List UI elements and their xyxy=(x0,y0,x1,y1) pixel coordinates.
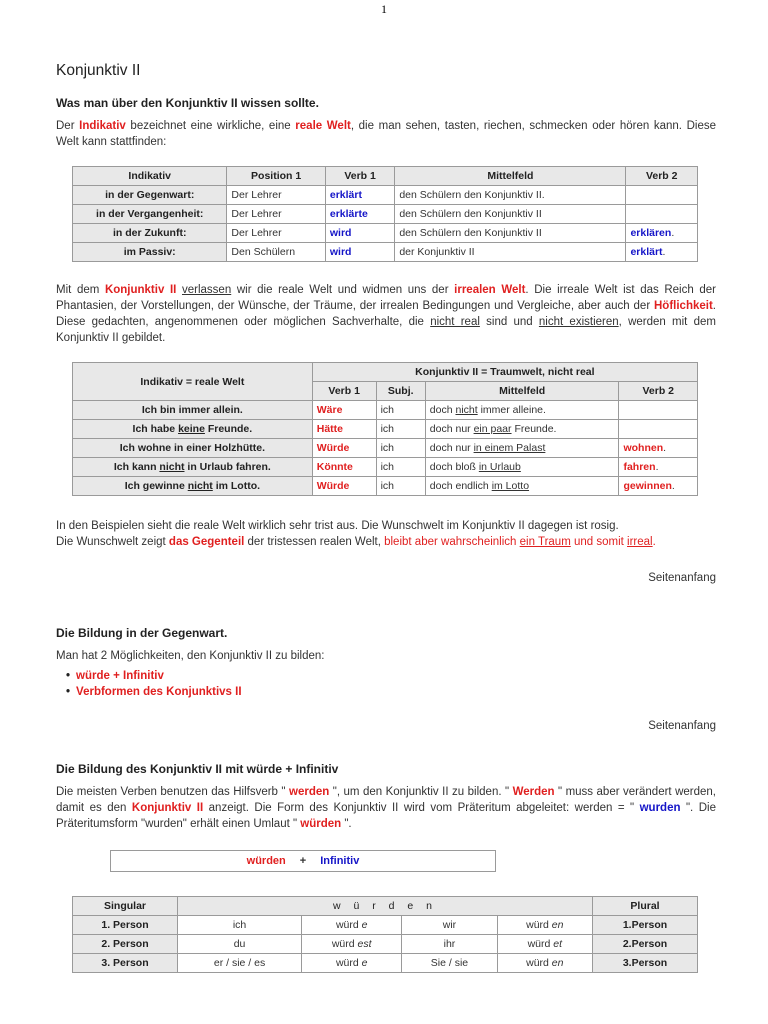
formula-wuerden: würden xyxy=(246,855,286,867)
gegenwart-intro: Man hat 2 Möglichkeiten, den Konjunktiv II zu bilden: xyxy=(56,650,325,662)
wunschwelt-paragraph: In den Beispielen sieht die reale Welt wirklich sehr trist aus. Die Wunschwelt im Konjunktiv II dagegen ist rosig. Die Wunschwelt zeigt das Gegenteil der tristessen realen Welt, bleibt aber wahrscheinlich ein Traum und somit irreal. xyxy=(56,520,656,548)
back-to-top-link[interactable]: Seitenanfang xyxy=(648,720,716,732)
konjunktiv-paragraph: Mit dem Konjunktiv II verlassen wir die reale Welt und widmen uns der irrealen Welt. Die irreale Welt ist das Reich der Phantasien, der Vorstellungen, der Wünsche, der Träume, der irrealen Bedingungen und Vergleiche, aber auch der Höflichkeit. Diese gedachten, angenommenen oder möglichen Sachverhalte, die nicht real sind und nicht existieren, werden mit dem Konjunktiv II gebildet. xyxy=(56,284,716,344)
table-row: Ich gewinne nicht im Lotto. Würde ich doch endlich im Lotto gewinnen. xyxy=(73,477,698,496)
conjugation-table xyxy=(72,896,698,973)
document-content xyxy=(56,62,716,973)
table-header-row: Indikativ Position 1 Verb 1 Mittelfeld Verb 2 xyxy=(73,167,698,186)
list-item[interactable]: • würde + Infinitiv xyxy=(66,668,716,684)
formula-plus: + xyxy=(299,855,307,867)
table-row: Ich kann nicht in Urlaub fahren. Könnte ich doch bloß in Urlaub fahren. xyxy=(73,458,698,477)
formula-infinitiv: Infinitiv xyxy=(320,855,360,867)
table-header-row: Singular w ü r d e n Plural xyxy=(73,897,698,916)
intro-paragraph: Der Indikativ bezeichnet eine wirkliche, eine reale Welt, die man sehen, tasten, riechen, schmecken oder hören kann. Diese Welt kann stattfinden: xyxy=(56,120,717,148)
konjunktiv-table xyxy=(72,362,698,496)
table-header-row: Indikativ = reale Welt Konjunktiv II = Traumwelt, nicht real xyxy=(73,363,698,382)
table-row: in der Gegenwart: Der Lehrer erklärt den Schülern den Konjunktiv II. xyxy=(73,186,698,205)
term-reale-welt: reale Welt xyxy=(295,120,351,132)
table-row: Ich wohne in einer Holzhütte. Würde ich doch nur in einem Palast wohnen. xyxy=(73,439,698,458)
table-subheader-row: Verb 1 Subj. Mittelfeld Verb 2 xyxy=(73,382,698,401)
table-row: 2. Person du würd est ihr würd et 2.Person xyxy=(73,935,698,954)
term-indikativ: Indikativ xyxy=(79,120,126,132)
page-title: Konjunktiv II xyxy=(56,62,141,79)
table-row: 3. Person er / sie / es würd e Sie / sie würd en 3.Person xyxy=(73,954,698,973)
formula-box xyxy=(110,850,496,872)
table-row: Ich habe keine Freunde. Hätte ich doch nur ein paar Freunde. xyxy=(73,420,698,439)
table-row: in der Vergangenheit: Der Lehrer erklärte den Schülern den Konjunktiv II xyxy=(73,205,698,224)
indikativ-table xyxy=(72,166,698,262)
section-heading-gegenwart: Die Bildung in der Gegenwart. xyxy=(56,626,228,640)
section-heading-intro: Was man über den Konjunktiv II wissen sollte. xyxy=(56,96,319,110)
section-heading-wuerde: Die Bildung des Konjunktiv II mit würde + Infinitiv xyxy=(56,762,339,776)
back-to-top-link[interactable]: Seitenanfang xyxy=(648,572,716,584)
table-row: Ich bin immer allein. Wäre ich doch nicht immer alleine. xyxy=(73,401,698,420)
wuerde-paragraph: Die meisten Verben benutzen das Hilfsverb " werden ", um den Konjunktiv II zu bilden. " Werden " muss aber verändert werden, damit es den Konjunktiv II anzeigt. Die Form des Konjunktiv II wird vom Präteritum abgeleitet: werden = " wurden ". Die Präteritumsform "wurden" erhält einen Umlaut " würden ". xyxy=(56,786,717,830)
page-number: 1 xyxy=(381,2,387,16)
bildung-list xyxy=(56,668,716,700)
table-row: im Passiv: Den Schülern wird der Konjunktiv II erklärt. xyxy=(73,243,698,262)
table-row: in der Zukunft: Der Lehrer wird den Schülern den Konjunktiv II erklären. xyxy=(73,224,698,243)
table-row: 1. Person ich würd e wir würd en 1.Person xyxy=(73,916,698,935)
list-item[interactable]: • Verbformen des Konjunktivs II xyxy=(66,684,716,700)
